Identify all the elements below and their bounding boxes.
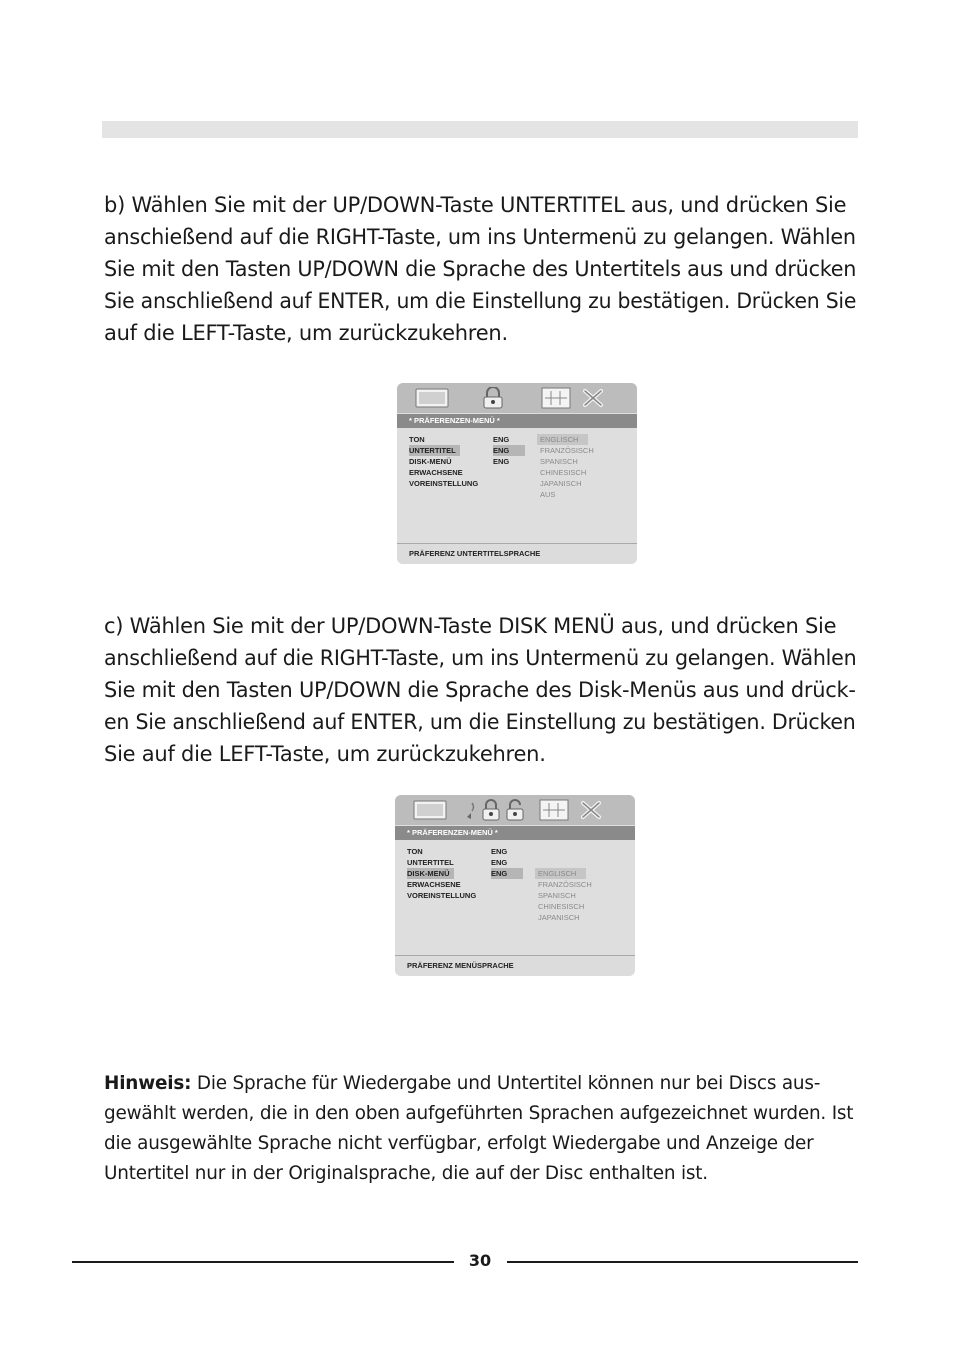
osd-option: AUS [540,490,556,499]
paragraph-line: c) Wählen Sie mit der UP/DOWN-Taste DISK MENÜ aus, und drücken Sie [104,614,837,638]
grid-icon [539,799,569,821]
osd-row-value-selected: ENG [491,868,523,879]
osd-status-text: PRÄFERENZ MENÜSPRACHE [395,955,635,976]
osd-row-label: ERWACHSENE [409,468,463,477]
paragraph-c [104,610,856,770]
note-label: Hinweis: [104,1073,192,1094]
page-number: 30 [468,1251,492,1270]
osd-row-value-selected: ENG [493,445,525,456]
note-text: Die Sprache für Wiedergabe und Untertitel können nur bei Discs aus- [196,1073,821,1094]
osd-row-label: DISK-MENÜ [409,457,452,466]
osd-row-value: ENG [491,847,508,856]
osd-option: FRANZÖSISCH [538,880,592,889]
osd-row-label: VOREINSTELLUNG [409,479,479,488]
osd-row-value: ENG [491,858,508,867]
osd-option: SPANISCH [540,457,578,466]
osd-row-value: ENG [493,457,510,466]
speaker-icon [465,799,477,821]
note-line: gewählt werden, die in den oben aufgeführten Sprachen aufgezeichnet wurden. Ist [104,1103,854,1124]
osd-toolbar [397,383,637,413]
unlock-icon [505,799,525,821]
note-line: Untertitel nur in der Originalsprache, die auf der Disc enthalten ist. [104,1163,708,1184]
paragraph-line: Sie auf die LEFT-Taste, um zurückzukehren. [104,742,546,766]
footer-rule-left [72,1261,454,1263]
osd-option: JAPANISCH [538,913,580,922]
osd-option: SPANISCH [538,891,576,900]
osd-option: CHINESISCH [538,902,585,911]
osd-option: CHINESISCH [540,468,587,477]
note-line: die ausgewählte Sprache nicht verfügbar, erfolgt Wiedergabe und Anzeige der [104,1133,814,1154]
osd-row-label: TON [409,435,425,444]
osd-toolbar [395,795,635,825]
paragraph-line: b) Wählen Sie mit der UP/DOWN-Taste UNTERTITEL aus, und drücken Sie [104,193,847,217]
osd-row-label-selected: DISK-MENÜ [407,868,454,879]
paragraph-line: anschließend auf die RIGHT-Taste, um ins Untermenü zu gelangen. Wählen [104,646,857,670]
osd-row-label: TON [407,847,423,856]
monitor-icon [415,387,449,409]
osd-screenshot-subtitle [397,383,637,564]
monitor-icon [413,799,447,821]
grid-icon [541,387,571,409]
paragraph-b [104,189,856,349]
osd-status-text: PRÄFERENZ UNTERTITELSPRACHE [397,543,637,564]
close-icon [582,387,604,409]
paragraph-line: Sie mit den Tasten UP/DOWN die Sprache des Disk-Menüs aus und drück- [104,678,856,702]
osd-screenshot-disk-menu [395,795,635,976]
osd-row-label: UNTERTITEL [407,858,454,867]
lock-icon [481,799,501,821]
osd-menu-title: * PRÄFERENZEN-MENÜ * [397,414,637,428]
paragraph-line: anschießend auf die RIGHT-Taste, um ins Untermenü zu gelangen. Wählen [104,225,856,249]
paragraph-line: en Sie anschließend auf ENTER, um die Einstellung zu bestätigen. Drücken [104,710,856,734]
footer-rule-right [507,1261,858,1263]
note-line [104,1069,856,1099]
lock-icon [481,387,505,409]
osd-option: JAPANISCH [540,479,582,488]
paragraph-line: Sie anschließend auf ENTER, um die Einstellung zu bestätigen. Drücken Sie [104,289,857,313]
osd-row-label-selected: UNTERTITEL [409,445,460,456]
osd-row-value: ENG [493,435,510,444]
paragraph-line: Sie mit den Tasten UP/DOWN die Sprache des Untertitels aus und drücken [104,257,857,281]
osd-option-selected: ENGLISCH [537,434,588,445]
osd-option-selected: ENGLISCH [535,868,586,879]
header-rule [102,121,858,138]
osd-row-label: VOREINSTELLUNG [407,891,477,900]
close-icon [580,799,602,821]
paragraph-line: auf die LEFT-Taste, um zurückzukehren. [104,321,508,345]
osd-menu-title: * PRÄFERENZEN-MENÜ * [395,826,635,840]
note-block [104,1069,856,1189]
osd-row-label: ERWACHSENE [407,880,461,889]
osd-option: FRANZÖSISCH [540,446,594,455]
